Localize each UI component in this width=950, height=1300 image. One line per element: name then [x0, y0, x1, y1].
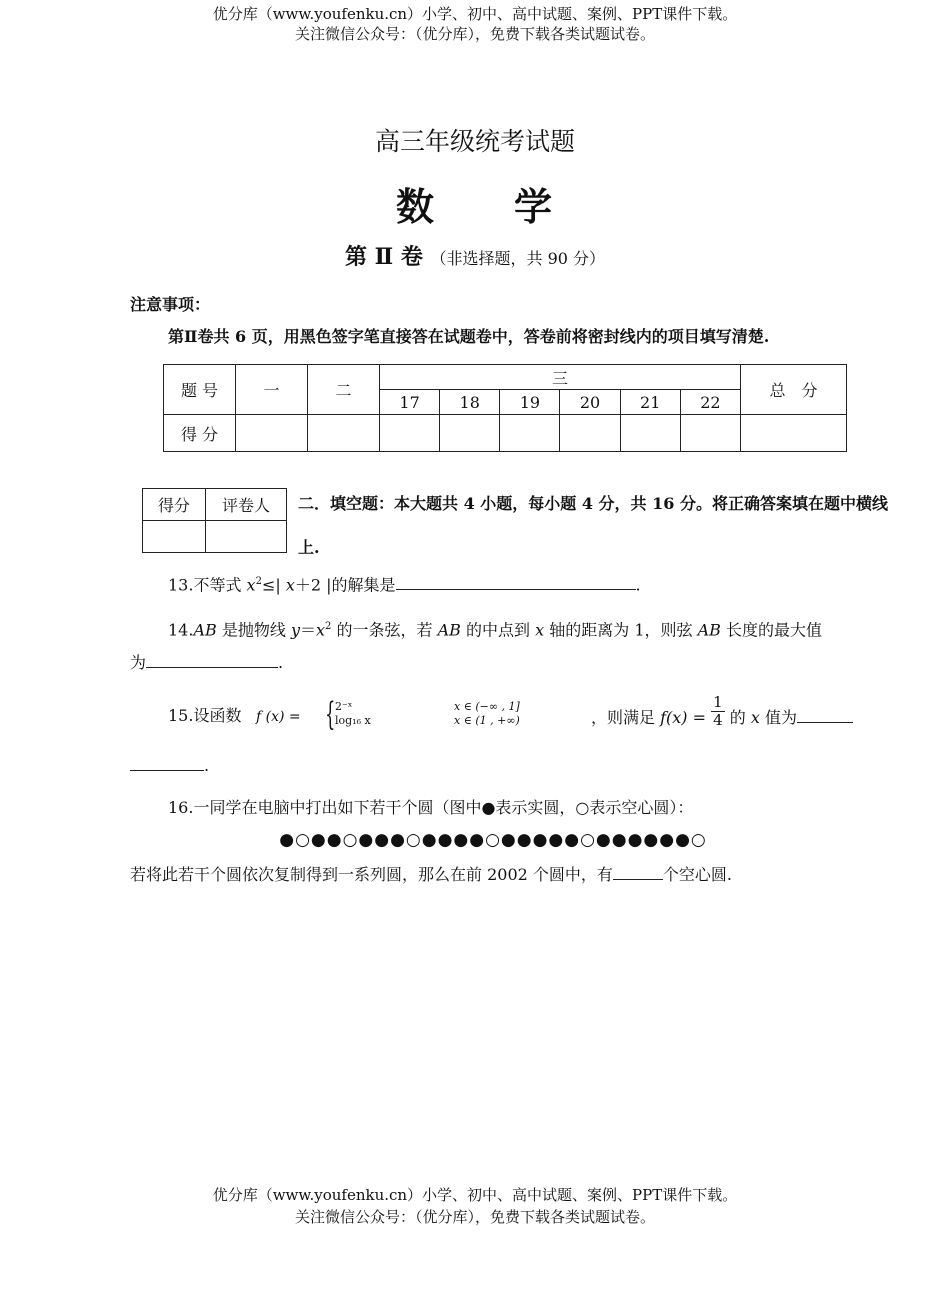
q15-case2-cond: x ∈ (1 , +∞) [454, 714, 520, 727]
score-sub-18: 18 [440, 390, 500, 415]
score-sub-19: 19 [500, 390, 560, 415]
q13-var-x: x [285, 575, 295, 595]
score-cell[interactable] [500, 415, 560, 452]
q15-func-name: f (x) = [256, 709, 301, 725]
score-col-label: 题 号 [164, 365, 236, 415]
q14-exponent: 2 [325, 621, 332, 632]
q15-case1-cond: x ∈ (−∞ , 1] [454, 700, 520, 713]
grader-score-label: 得分 [143, 489, 206, 521]
q14-text: 的中点到 [460, 620, 536, 640]
subject-title [0, 176, 950, 231]
question-15-cont: . [130, 752, 209, 778]
volume-note: （非选择题，共 90 分） [430, 249, 606, 268]
q15-var-x: x [750, 708, 760, 727]
q13-text: ≤| [261, 575, 286, 595]
site-header-line2: 关注微信公众号：（优分库），免费下载各类试题试卷。 [294, 25, 655, 43]
q14-number: 14. [168, 620, 194, 640]
q14-text: 的一条弦，若 [331, 620, 438, 640]
score-sub-20: 20 [560, 390, 620, 415]
site-footer-line2: 关注微信公众号：（优分库），免费下载各类试题试卷。 [294, 1208, 655, 1226]
q13-number: 13. [168, 575, 194, 595]
q15-func-arg: (x) = [666, 708, 707, 727]
score-cell[interactable] [380, 415, 440, 452]
q14-var-y: y [290, 620, 300, 640]
q14-text: 是抛物线 [216, 620, 291, 640]
score-sub-22: 22 [680, 390, 740, 415]
q16-number: 16. [168, 798, 194, 817]
q14-text: 为 [130, 653, 147, 672]
q15-func-f: f [660, 708, 667, 727]
question-16-cont [130, 861, 732, 887]
question-14 [168, 615, 822, 642]
q14-var-x: x [316, 620, 326, 640]
q15-text: 设函数 [193, 706, 242, 725]
q14-var-ab: AB [437, 620, 461, 640]
q15-fraction [711, 694, 725, 729]
q15-prefix [168, 704, 241, 728]
score-part1: 一 [236, 365, 308, 415]
q16-circle-sequence: ●○●●○●●●○●●●●○●●●●●○●●●●●●○ [279, 830, 707, 850]
score-sub-17: 17 [380, 390, 440, 415]
q15-text: 值为 [759, 708, 797, 727]
exam-title: 高三年级统考试题 [374, 127, 575, 156]
q14-answer-blank[interactable] [146, 649, 278, 668]
subject-char-2: 学 [514, 184, 555, 229]
q13-text: ＋2 |的解集是 [294, 575, 396, 595]
q16-text: 个空心圆. [662, 865, 732, 884]
grader-name-cell[interactable] [206, 521, 287, 553]
question-16 [168, 796, 693, 820]
q14-text: 轴的距离为 1，则弦 [544, 620, 698, 640]
score-cell[interactable] [308, 415, 380, 452]
volume-label: 第 Ⅱ 卷 [344, 244, 423, 270]
q13-exponent: 2 [255, 576, 262, 587]
q15-frac-num: 1 [713, 693, 723, 711]
q14-var-ab: AB [697, 620, 721, 640]
q15-text: 的 [724, 708, 751, 727]
grader-box [142, 488, 287, 553]
section2-heading: 二．填空题：本大题共 4 小题，每小题 4 分，共 16 分。将正确答案填在题中横线上. [298, 494, 888, 557]
site-footer-line1: 优分库（www.youfenku.cn）小学、初中、高中试题、案例、PPT课件下载。 [212, 1186, 738, 1204]
q15-condition [591, 693, 853, 730]
q14-var-x: x [535, 620, 545, 640]
notice-heading: 注意事项： [130, 295, 211, 314]
q13-answer-blank[interactable] [396, 571, 636, 590]
q13-text: 不等式 [193, 575, 247, 595]
grader-name-label: 评卷人 [206, 489, 287, 521]
score-row-label: 得 分 [164, 415, 236, 452]
q14-text: ＝ [300, 620, 317, 640]
q14-var-ab: AB [193, 620, 217, 640]
q15-frac-den: 4 [713, 711, 723, 729]
question-13: 13.不等式 $x^2\le|$ x＋2 |的解集是 . [168, 570, 641, 597]
score-part3: 三 [380, 365, 741, 390]
q14-text: 长度的最大值 [720, 620, 822, 640]
q15-answer-blank-cont[interactable] [130, 752, 204, 771]
score-table [163, 364, 847, 452]
question-15 [168, 692, 888, 740]
volume-title [0, 240, 950, 271]
score-part2: 二 [308, 365, 380, 415]
subject-char-1: 数 [395, 184, 436, 229]
q15-piecewise [256, 695, 591, 734]
score-cell[interactable] [741, 415, 847, 452]
score-cell[interactable] [236, 415, 308, 452]
q16-text: 若将此若干个圆依次复制得到一系列圆，那么在前 2002 个圆中，有 [130, 865, 613, 884]
notice-body: 第Ⅱ卷共 6 页，用黑色签字笔直接答在试题卷中，答卷前将密封线内的项目填写清楚. [168, 327, 770, 346]
q15-text: ，则满足 [591, 708, 661, 727]
q15-number: 15. [168, 706, 194, 725]
q15-case1-expr: 2⁻ˣ [335, 700, 353, 713]
score-cell[interactable] [440, 415, 500, 452]
score-cell[interactable] [560, 415, 620, 452]
q15-case2-expr: log₁₆ x [335, 714, 371, 727]
score-total: 总 分 [741, 365, 847, 415]
question-14-cont: 为 . [130, 649, 283, 675]
q15-answer-blank[interactable] [797, 704, 853, 723]
score-cell[interactable] [620, 415, 680, 452]
site-header-line1: 优分库（www.youfenku.cn）小学、初中、高中试题、案例、PPT课件下载。 [212, 5, 738, 23]
q16-answer-blank[interactable] [613, 861, 663, 880]
score-cell[interactable] [680, 415, 740, 452]
q16-text: 一同学在电脑中打出如下若干个圆（图中●表示实圆，○表示空心圆）： [193, 798, 694, 817]
score-sub-21: 21 [620, 390, 680, 415]
q13-var-x: x [246, 575, 256, 595]
q15-brace: { [325, 695, 336, 733]
grader-score-cell[interactable] [143, 521, 206, 553]
